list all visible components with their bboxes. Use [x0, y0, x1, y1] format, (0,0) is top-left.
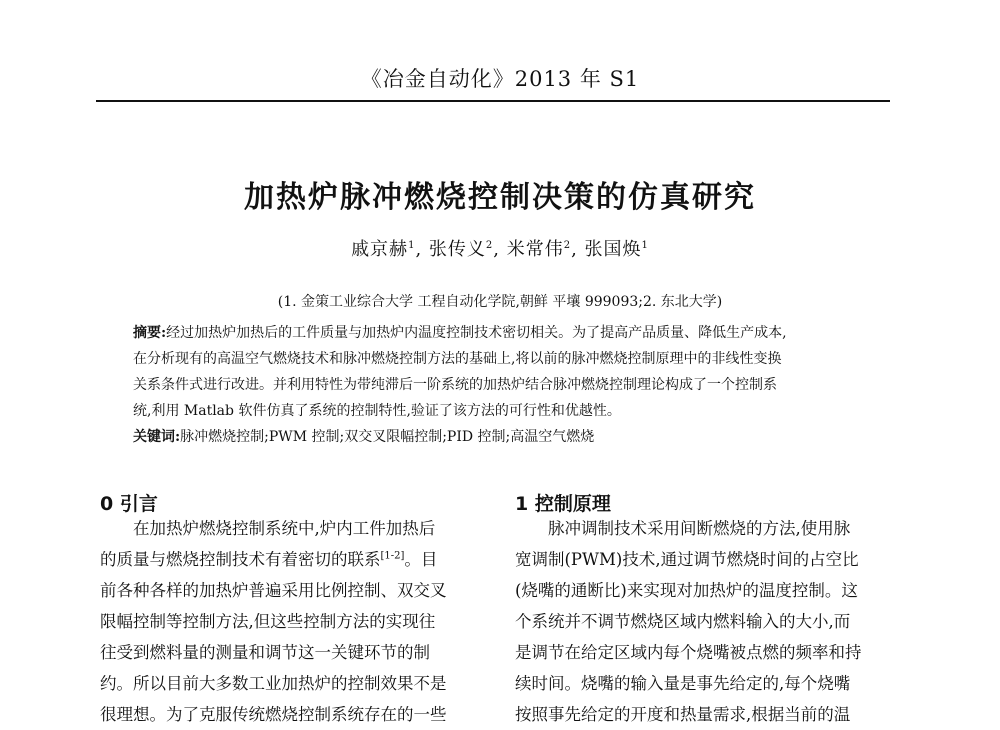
body-line: 脉冲调制技术采用间断燃烧的方法,使用脉: [548, 519, 851, 538]
author-affil-mark: 1: [408, 240, 416, 251]
body-line: 是调节在给定区域内每个烧嘴被点燃的频率和持: [515, 643, 862, 662]
body-line: 限幅控制等控制方法,但这些控制方法的实现往: [100, 612, 436, 631]
body-line: 按照事先给定的开度和热量需求,根据当前的温: [515, 705, 851, 724]
body-line: 约。所以目前大多数工业加热炉的控制效果不是: [100, 674, 447, 693]
author-affil-mark: 1: [641, 240, 649, 251]
paper-title: 加热炉脉冲燃烧控制决策的仿真研究: [244, 180, 756, 215]
author-affil-mark: 2: [563, 240, 572, 251]
body-line: 在加热炉燃烧控制系统中,炉内工件加热后: [133, 519, 436, 538]
body-text: 。目: [404, 550, 438, 569]
intro-column: [100, 513, 480, 730]
body-line: [100, 544, 480, 575]
keywords-label: 关键词:: [133, 429, 181, 445]
citation: [1-2]: [380, 550, 405, 562]
author-name: 米常伟: [506, 239, 564, 260]
author-name: 张传义: [428, 239, 486, 260]
body-line: 个系统并不调节燃烧区域内燃料输入的大小,而: [515, 612, 851, 631]
body-line: 前各种各样的加热炉普遍采用比例控制、双交叉: [100, 581, 447, 600]
keywords-text: 脉冲燃烧控制;PWM 控制;双交叉限幅控制;PID 控制;高温空气燃烧: [180, 429, 595, 445]
abstract-line: [133, 320, 878, 346]
section-heading-principle: 1 控制原理: [515, 493, 611, 515]
body-line: (烧嘴的通断比)来实现对加热炉的温度控制。这: [515, 581, 858, 600]
author-name: 张国焕: [584, 239, 642, 260]
principle-column: [515, 513, 895, 730]
body-line: 很理想。为了克服传统燃烧控制系统存在的一些: [100, 705, 447, 724]
abstract-line: 统,利用 Matlab 软件仿真了系统的控制特性,验证了该方法的可行性和优越性。: [133, 403, 621, 419]
author-name: 戚京赫: [351, 239, 409, 260]
author-affil-mark: 2: [485, 240, 494, 251]
body-line: 往受到燃料量的测量和调节这一关键环节的制: [100, 643, 430, 662]
abstract-line: 在分析现有的高温空气燃烧技术和脉冲燃烧控制方法的基础上,将以前的脉冲燃烧控制原理中的非线性变换: [133, 351, 782, 367]
abstract-line: 关系条件式进行改进。并利用特性为带纯滞后一阶系统的加热炉结合脉冲燃烧控制理论构成了一个控制系: [133, 377, 777, 393]
author-list: 戚京赫$^1$, 张传义$^2$, 米常伟$^2$, 张国焕$^1$: [351, 239, 649, 260]
affiliation: (1. 金策工业综合大学 工程自动化学院,朝鲜 平壤 999093;2. 东北大学): [277, 294, 723, 310]
body-text: 的质量与燃烧控制技术有着密切的联系: [100, 550, 381, 569]
keywords-line: [133, 424, 878, 450]
section-heading-intro: 0 引言: [100, 493, 158, 515]
abstract-block: [133, 320, 878, 450]
body-line: 宽调制(PWM)技术,通过调节燃烧时间的占空比: [515, 550, 859, 569]
journal-header: 《冶金自动化》2013 年 S1: [360, 67, 640, 91]
abstract-label: 摘要:: [133, 325, 167, 341]
body-line: 续时间。烧嘴的输入量是事先给定的,每个烧嘴: [515, 674, 851, 693]
abstract-text: 经过加热炉加热后的工件质量与加热炉内温度控制技术密切相关。为了提高产品质量、降低生产成本,: [166, 325, 787, 341]
header-rule: [96, 100, 890, 102]
